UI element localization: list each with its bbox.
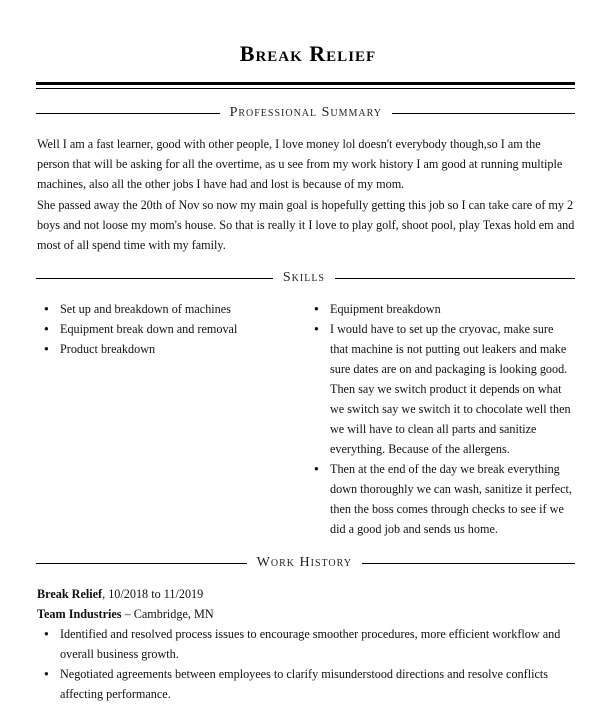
heading-rule-left [36, 278, 273, 279]
skills-list-right [308, 299, 574, 539]
section-title: Professional Summary [229, 105, 382, 120]
header-rule-thin [36, 88, 575, 89]
skill-item: ● Equipment breakdown [308, 299, 574, 319]
skill-item: ● Then at the end of the day we break everything down thoroughly we can wash, sanitize it perfect, then the boss comes through checks to see if we did a good job and sends us home. [308, 459, 574, 539]
job-dates: , 10/2018 to 11/2019 [102, 587, 204, 601]
duty-item: ● Negotiated agreements between employees to clarify misunderstood directions and resolve conflicts affecting performance. [38, 664, 575, 704]
summary-paragraph: Well I am a fast learner, good with other people, I love money lol doesn't everybody though,so I am the person that will be asking for all the overtime, as u see from my work history I am good at running multiple machines, also all the other jobs I have had and lost is because of my mom. [37, 137, 563, 192]
skill-item: ● Product breakdown [38, 339, 300, 359]
job-duties [38, 624, 575, 704]
company-line [37, 604, 214, 624]
work-history-heading [36, 553, 575, 573]
heading-rule-right [392, 113, 575, 114]
skills-heading [36, 268, 575, 288]
heading-rule-left [36, 113, 220, 114]
heading-rule-right [362, 563, 575, 564]
job-title: Break Relief [37, 587, 103, 601]
professional-summary-heading [36, 103, 575, 123]
skill-item: ● I would have to set up the cryovac, make sure that machine is not putting out leakers and make sure dates are on and packaging is looking good. Then say we switch product it depends on what we switch say we switch it to chocolate well then we will have to clean all parts and sanitize everything. Because of the allergens. [308, 319, 574, 459]
company-name: Team Industries [37, 607, 122, 621]
header-rule-thick [36, 82, 575, 85]
candidate-name: Break Relief [239, 41, 377, 66]
skill-item: ● Equipment break down and removal [38, 319, 300, 339]
summary-paragraph: She passed away the 20th of Nov so now my main goal is hopefully getting this job so I can take care of my 2 boys and not loose my mom's house. So that is really it I love to play golf, shoot pool, play Texas hold em and most of all spend time with my family. [37, 197, 575, 253]
skills-list-left [38, 299, 300, 359]
duty-item: ● Identified and resolved process issues to encourage smoother procedures, more efficient workflow and overall business growth. [38, 624, 575, 664]
heading-rule-right [335, 278, 575, 279]
professional-summary [37, 134, 575, 255]
skill-item: ● Set up and breakdown of machines [38, 299, 300, 319]
job-title-line [37, 584, 203, 604]
section-title: Skills [282, 270, 325, 285]
company-location: – Cambridge, MN [121, 607, 214, 621]
section-title: Work History [256, 555, 352, 570]
heading-rule-left [36, 563, 247, 564]
